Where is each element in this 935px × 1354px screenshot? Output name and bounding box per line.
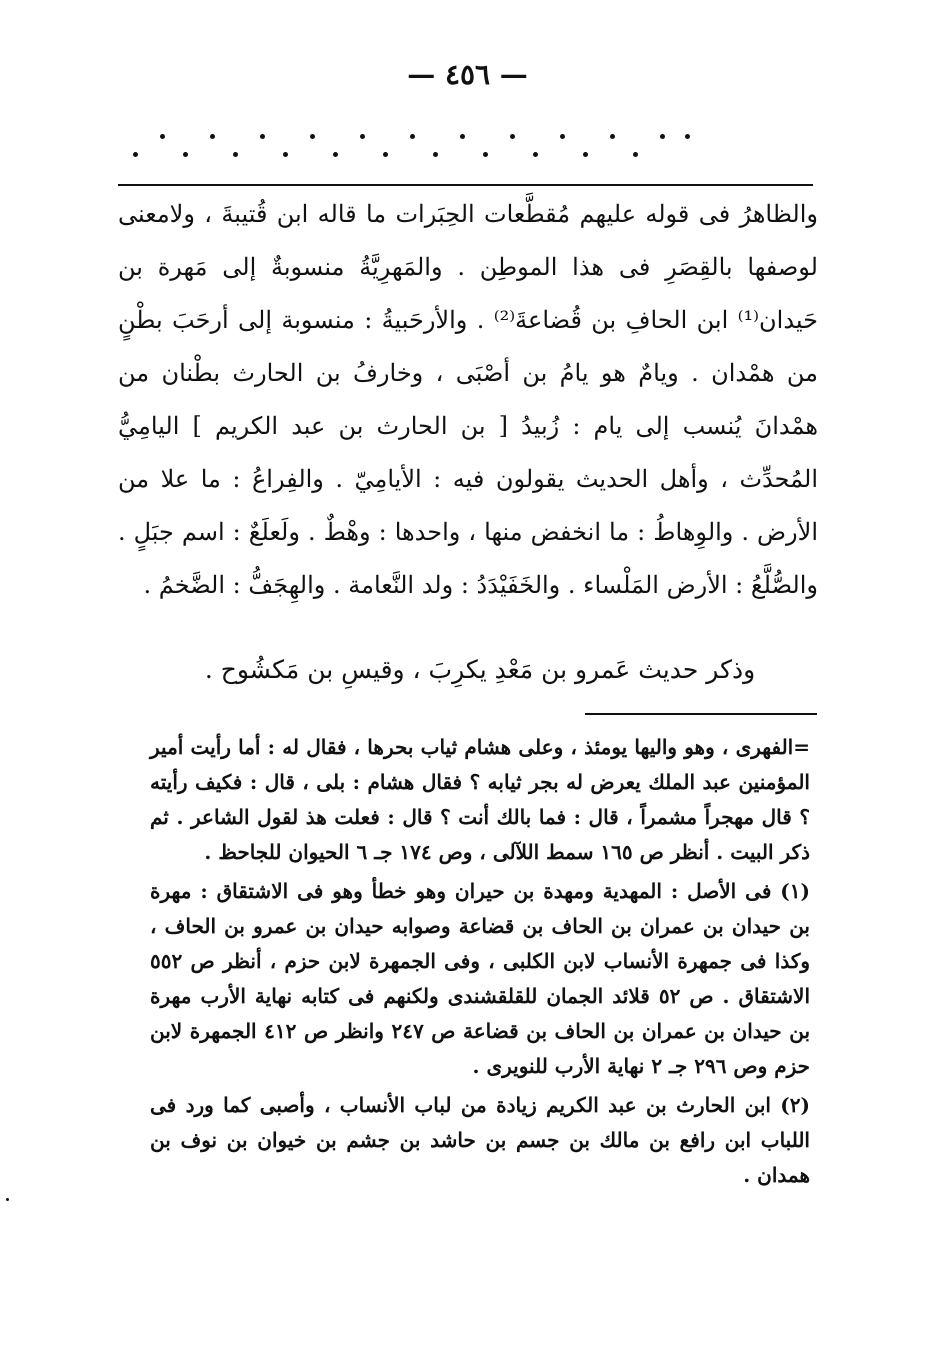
ornament-dot	[133, 152, 138, 157]
footnote-separator-rule	[585, 713, 817, 715]
ornamental-dot-row	[118, 128, 708, 162]
ornament-dot	[583, 152, 588, 157]
ornament-dot	[410, 134, 415, 139]
ornament-dot	[533, 152, 538, 157]
ornament-dot	[260, 134, 265, 139]
footnote-2: (٢) ابن الحارث بن عبد الكريم زيادة من لباب الأنساب ، وأصبى كما ورد فى اللباب ابن رافع بن مالك بن جسم بن حاشد بن جشم بن خيوان بن نوف بن همدان .	[150, 1093, 810, 1187]
ornament-dot	[283, 152, 288, 157]
main-body-text	[118, 188, 818, 612]
section-heading: وذكر حديث عَمرو بن مَعْدِ يكرِبَ ، وقيسِ بن مَكشُوح .	[204, 655, 756, 684]
ornament-dot	[160, 134, 165, 139]
ornament-dot	[233, 152, 238, 157]
ornament-dot	[183, 152, 188, 157]
ornament-dot	[660, 134, 665, 139]
ornament-dot	[333, 152, 338, 157]
ornament-dot	[483, 152, 488, 157]
ornament-dot	[685, 134, 690, 139]
ornament-dot	[383, 152, 388, 157]
ornament-dot	[210, 134, 215, 139]
main-paragraph: والظاهرُ فى قوله عليهم مُقطَّعات الحِبَرات ما قاله ابن قُتيبةَ ، ولامعنى لوصفها بالقِصَرِ فى هذا الموطِن . والمَهرِيَّةُ منسوبةٌ إلى مَهرة بن حَيدان⁽¹⁾ ابن الحافِ بن قُضاعةَ⁽²⁾ . والأرحَبيةُ : منسوبة إلى أرحَبَ بطْنٍ من همْدان . ويامٌ هو يامُ بن أصْبَى ، وخارفُ بن الحارث بطْنان من همْدانَ يُنسب إلى يام : زُبيدُ [ بن الحارث بن عبد الكريم ] اليامِيُّ المُحدِّث ، وأهل الحديث يقولون فيه : الأيامِيّ . والفِراعُ : ما علا من الأرض . والوِهاطُ : ما انخفض منها ، واحدها : وهْطٌ . ولَعلَعٌ : اسم جبَلٍ . والصُّلَّعُ : الأرض المَلْساء . والخَفَيْدَدُ : ولد النَّعامة . والهِجَفُّ : الضَّخمُ .	[118, 200, 818, 599]
margin-speck	[6, 1198, 9, 1201]
page-number: — ٤٥٦ —	[407, 58, 528, 91]
ornament-dot	[560, 134, 565, 139]
footnote-1: (١) فى الأصل : المهدية ومهدة بن حيران وهو خطأ وهو فى الاشتقاق : مهرة بن حيدان بن عمران بن الحاف بن قضاعة وصوابه حيدان بن عمرو بن الحاف ، وكذا فى جمهرة الأنساب لابن الكلبى ، وفى الجمهرة لابن حزم ، أنظر ص ٥٥٢ الاشتقاق . ص ٥٢ قلائد الجمان للقلقشندى ولكنهم فى كتابه نهاية الأرب مهرة بن حيدان بن عمران بن الحاف بن قضاعة ص ٢٤٧ وانظر ص ٤١٢ الجمهرة لابن حزم وص ٢٩٦ جـ ٢ نهاية الأرب للنويرى .	[150, 879, 811, 1078]
ornament-dot	[360, 134, 365, 139]
ornament-dot	[433, 152, 438, 157]
ornament-dot	[633, 152, 638, 157]
ornament-dot	[510, 134, 515, 139]
footnote-continuation: =الفهرى ، وهو واليها يومئذ ، وعلى هشام ثياب بحرها ، فقال له : أما رأيت أمير المؤمنين عبد الملك يعرض له بجر ثيابه ؟ فقال هشام : بلى ، قال : فكيف رأيته ؟ قال مهجراً مشمراً ، قال : فما بالك أنت ؟ قال : فعلت هذ لقول الشاعر . ثم ذكر البيت . أنظر ص ١٦٥ سمط اللآلى ، وص ١٧٤ جـ ٦ الحيوان للجاحظ .	[150, 735, 810, 864]
ornament-dot	[310, 134, 315, 139]
ornament-dot	[610, 134, 615, 139]
ornament-dot	[460, 134, 465, 139]
footnotes	[150, 730, 810, 1193]
header-rule	[118, 184, 813, 186]
